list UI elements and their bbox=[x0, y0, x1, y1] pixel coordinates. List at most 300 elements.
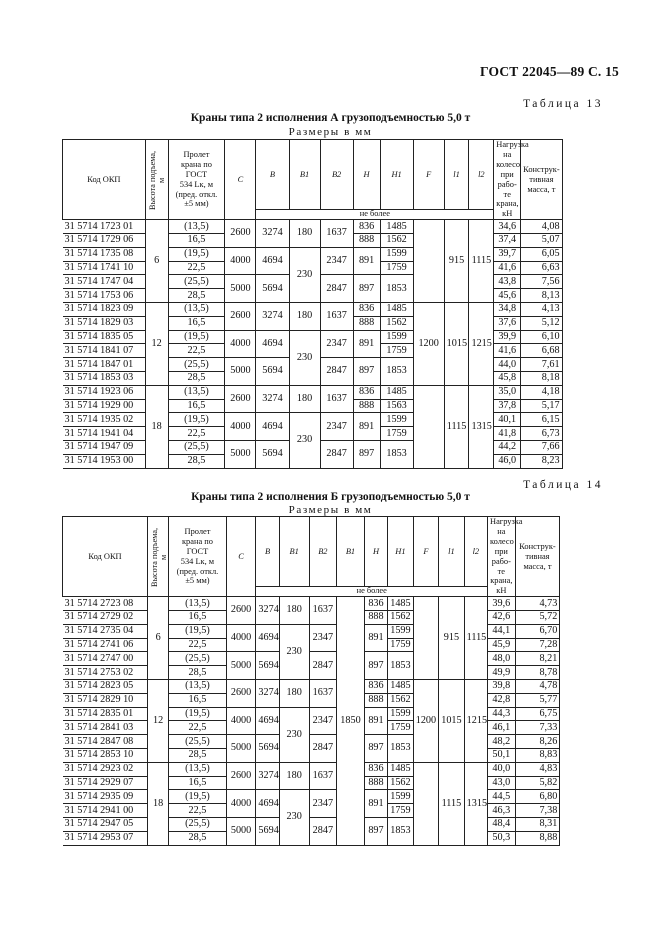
dim-H: 888 bbox=[364, 776, 387, 790]
dim-B1: 230 bbox=[289, 413, 320, 468]
crane-span: 22,5 bbox=[168, 427, 225, 441]
load-header-line: Нагрузка bbox=[496, 140, 529, 149]
table-14-subtitle: Размеры в мм bbox=[288, 504, 373, 516]
dim-H1: 1562 bbox=[380, 234, 413, 248]
wheel-load: 44,2 bbox=[494, 441, 521, 455]
mass-header-line: Конструк- bbox=[519, 541, 556, 551]
lift-height: 18 bbox=[145, 385, 168, 468]
dim-H1: 1562 bbox=[388, 776, 414, 790]
col-B2-header bbox=[320, 140, 353, 210]
dim-B2: 1637 bbox=[320, 385, 353, 413]
dim-B3: 1850 bbox=[337, 597, 365, 845]
okp-code: 31 5714 2841 03 bbox=[63, 721, 148, 735]
col-B-header bbox=[256, 517, 279, 587]
dim-H: 897 bbox=[364, 818, 387, 846]
col-l2-header bbox=[469, 140, 494, 210]
span-header-line: 534 Lк, м bbox=[180, 556, 215, 566]
wheel-load: 37,4 bbox=[494, 234, 521, 248]
dim-C: 2600 bbox=[226, 597, 256, 625]
H-header: H bbox=[372, 546, 379, 556]
table-13-title: Краны типа 2 исполнения А грузоподъемностью 5,0 т bbox=[190, 112, 471, 124]
dim-H: 891 bbox=[364, 624, 387, 652]
dim-C: 4000 bbox=[226, 707, 256, 735]
dim-H1: 1853 bbox=[380, 275, 413, 303]
okp-code: 31 5714 2853 10 bbox=[63, 749, 148, 763]
crane-span: (25,5) bbox=[168, 358, 225, 372]
crane-span: 16,5 bbox=[169, 693, 226, 707]
span-header-line: (пред. откл. bbox=[176, 566, 219, 576]
load-header-line: при рабо- bbox=[497, 169, 517, 189]
col-H1-header bbox=[388, 517, 414, 587]
table-row bbox=[63, 303, 604, 317]
col-l1-header bbox=[439, 517, 465, 587]
dim-H: 897 bbox=[364, 735, 387, 763]
span-header-line: ±5 мм) bbox=[184, 199, 209, 209]
crane-mass: 8,21 bbox=[515, 652, 560, 666]
dim-B1: 180 bbox=[289, 303, 320, 331]
crane-span: 28,5 bbox=[168, 454, 225, 468]
crane-mass: 4,78 bbox=[515, 680, 560, 694]
crane-mass: 7,33 bbox=[515, 721, 560, 735]
dim-H1: 1759 bbox=[380, 261, 413, 275]
okp-code: 31 5714 2935 09 bbox=[63, 790, 148, 804]
table-row bbox=[63, 358, 604, 372]
okp-code: 31 5714 1953 00 bbox=[63, 454, 146, 468]
crane-mass: 4,08 bbox=[521, 220, 562, 234]
crane-span: (25,5) bbox=[168, 275, 225, 289]
B1-header: B1 bbox=[289, 546, 299, 556]
dim-B1: 230 bbox=[289, 330, 320, 385]
okp-code: 31 5714 1841 07 bbox=[63, 344, 146, 358]
col-span-header bbox=[168, 140, 225, 220]
col-l2-header bbox=[464, 517, 487, 587]
crane-mass: 8,83 bbox=[515, 749, 560, 763]
dim-B2: 1637 bbox=[309, 762, 337, 790]
okp-code: 31 5714 1947 09 bbox=[63, 441, 146, 455]
dim-C: 4000 bbox=[226, 790, 256, 818]
dim-B1: 180 bbox=[289, 220, 320, 248]
crane-span: (13,5) bbox=[168, 303, 225, 317]
crane-mass: 8,78 bbox=[515, 666, 560, 680]
dim-H: 836 bbox=[353, 303, 380, 317]
dim-F: 1200 bbox=[413, 303, 444, 386]
l1-header: l1 bbox=[453, 169, 460, 179]
dim-B2: 1637 bbox=[320, 220, 353, 248]
mass-header-line: Конструк- bbox=[523, 164, 560, 174]
dim-l2: 1215 bbox=[464, 680, 487, 763]
dim-H: 891 bbox=[353, 247, 380, 275]
dim-H: 891 bbox=[353, 330, 380, 358]
wheel-load: 37,8 bbox=[494, 399, 521, 413]
H-header: H bbox=[363, 169, 370, 179]
wheel-load: 46,1 bbox=[488, 721, 516, 735]
wheel-load: 42,8 bbox=[488, 693, 516, 707]
dim-F bbox=[413, 762, 439, 845]
dim-B: 4694 bbox=[256, 413, 289, 441]
crane-span: 16,5 bbox=[168, 316, 225, 330]
H1-header: H1 bbox=[391, 169, 402, 179]
load-header-line: те крана, bbox=[490, 566, 513, 586]
height-header-text: Высота подъема, м bbox=[147, 150, 166, 210]
col-H1-header bbox=[380, 140, 413, 210]
dim-C: 5000 bbox=[226, 652, 256, 680]
dim-H1: 1562 bbox=[388, 693, 414, 707]
okp-code: 31 5714 2723 08 bbox=[63, 597, 148, 611]
code-header-text: Код ОКП bbox=[87, 174, 121, 184]
dim-H: 891 bbox=[364, 790, 387, 818]
wheel-load: 49,9 bbox=[488, 666, 516, 680]
crane-span: (25,5) bbox=[169, 652, 226, 666]
crane-mass: 5,12 bbox=[521, 316, 562, 330]
mass-header-line: тивная bbox=[529, 174, 554, 184]
crane-mass: 4,73 bbox=[515, 597, 560, 611]
table-row bbox=[63, 680, 604, 694]
dim-H1: 1562 bbox=[380, 316, 413, 330]
crane-span: 16,5 bbox=[168, 234, 225, 248]
dim-F bbox=[413, 220, 444, 303]
okp-code: 31 5714 2947 05 bbox=[63, 818, 148, 832]
dim-H: 836 bbox=[353, 385, 380, 399]
table-13 bbox=[62, 139, 604, 469]
crane-mass: 6,05 bbox=[521, 247, 562, 261]
dim-l2: 1315 bbox=[469, 385, 494, 468]
okp-code: 31 5714 1747 04 bbox=[63, 275, 146, 289]
table-row bbox=[63, 275, 604, 289]
wheel-load: 44,5 bbox=[488, 790, 516, 804]
not-more-cell bbox=[256, 587, 488, 597]
table-13-subtitle: Размеры в мм bbox=[288, 126, 373, 138]
crane-span: 28,5 bbox=[168, 372, 225, 386]
load-header-line: на колесо bbox=[496, 149, 521, 169]
dim-H: 888 bbox=[353, 399, 380, 413]
wheel-load: 43,8 bbox=[494, 275, 521, 289]
dim-B: 4694 bbox=[256, 707, 279, 735]
dim-H1: 1759 bbox=[388, 721, 414, 735]
B2-header: B2 bbox=[331, 169, 342, 179]
crane-span: 16,5 bbox=[169, 611, 226, 625]
dim-B: 5694 bbox=[256, 818, 279, 846]
dim-C: 5000 bbox=[226, 818, 256, 846]
dim-l1: 1115 bbox=[439, 762, 465, 845]
crane-mass: 8,26 bbox=[515, 735, 560, 749]
load-header-line: при рабо- bbox=[491, 546, 511, 566]
wheel-load: 44,3 bbox=[488, 707, 516, 721]
wheel-load: 46,3 bbox=[488, 804, 516, 818]
dim-B: 3274 bbox=[256, 597, 279, 625]
dim-H1: 1599 bbox=[388, 624, 414, 638]
crane-span: 22,5 bbox=[169, 638, 226, 652]
dim-B: 3274 bbox=[256, 385, 289, 413]
B-header: B bbox=[265, 546, 271, 556]
header-row bbox=[63, 517, 604, 587]
dim-l1: 1015 bbox=[444, 303, 469, 386]
crane-span: (19,5) bbox=[168, 247, 225, 261]
dim-B2: 2347 bbox=[309, 707, 337, 735]
table-row bbox=[63, 624, 604, 638]
crane-span: (13,5) bbox=[169, 597, 226, 611]
dim-C: 4000 bbox=[225, 413, 256, 441]
crane-span: 22,5 bbox=[169, 804, 226, 818]
crane-span: 28,5 bbox=[169, 831, 226, 845]
dim-H1: 1853 bbox=[388, 652, 414, 680]
okp-code: 31 5714 2729 02 bbox=[63, 611, 148, 625]
dim-H1: 1599 bbox=[388, 790, 414, 804]
col-l1-header bbox=[444, 140, 469, 210]
dim-C: 2600 bbox=[225, 303, 256, 331]
mass-header-line: масса, т bbox=[527, 184, 556, 194]
crane-span: (13,5) bbox=[168, 385, 225, 399]
col-mass-header bbox=[521, 140, 562, 220]
dim-H: 888 bbox=[364, 693, 387, 707]
dim-H1: 1759 bbox=[380, 344, 413, 358]
okp-code: 31 5714 2741 06 bbox=[63, 638, 148, 652]
col-height-header bbox=[145, 140, 168, 220]
dim-B2: 2847 bbox=[309, 735, 337, 763]
wheel-load: 39,8 bbox=[488, 680, 516, 694]
C-header: C bbox=[237, 174, 244, 184]
page-header: ГОСТ 22045—89 С. 15 bbox=[480, 64, 619, 79]
dim-H1: 1759 bbox=[388, 804, 414, 818]
dim-H1: 1562 bbox=[388, 611, 414, 625]
crane-mass: 4,83 bbox=[515, 762, 560, 776]
okp-code: 31 5714 2923 02 bbox=[63, 762, 148, 776]
dim-H: 897 bbox=[353, 441, 380, 469]
crane-mass: 7,61 bbox=[521, 358, 562, 372]
lift-height: 6 bbox=[148, 597, 169, 680]
okp-code: 31 5714 2747 00 bbox=[63, 652, 148, 666]
B2-header: B2 bbox=[318, 546, 328, 556]
col-C-header bbox=[225, 140, 256, 220]
span-header-line: ГОСТ bbox=[186, 546, 209, 556]
dim-B2: 2347 bbox=[309, 790, 337, 818]
crane-mass: 6,10 bbox=[521, 330, 562, 344]
dim-B: 3274 bbox=[256, 680, 279, 708]
dim-C: 2600 bbox=[225, 385, 256, 413]
dim-H1: 1599 bbox=[380, 330, 413, 344]
l1-header: l1 bbox=[448, 546, 455, 556]
crane-span: 28,5 bbox=[169, 749, 226, 763]
dim-l2: 1215 bbox=[469, 303, 494, 386]
wheel-load: 45,6 bbox=[494, 289, 521, 303]
crane-span: 28,5 bbox=[169, 666, 226, 680]
crane-mass: 6,73 bbox=[521, 427, 562, 441]
wheel-load: 34,8 bbox=[494, 303, 521, 317]
wheel-load: 35,0 bbox=[494, 385, 521, 399]
crane-span: 28,5 bbox=[168, 289, 225, 303]
dim-C: 4000 bbox=[226, 624, 256, 652]
wheel-load: 39,7 bbox=[494, 247, 521, 261]
dim-H1: 1759 bbox=[380, 427, 413, 441]
table-row bbox=[63, 413, 604, 427]
dim-B2: 2347 bbox=[320, 330, 353, 358]
col-code-header bbox=[63, 517, 148, 597]
crane-mass: 6,15 bbox=[521, 413, 562, 427]
crane-mass: 6,70 bbox=[515, 624, 560, 638]
lift-height: 12 bbox=[145, 303, 168, 386]
dim-H1: 1853 bbox=[388, 818, 414, 846]
crane-mass: 6,80 bbox=[515, 790, 560, 804]
wheel-load: 41,8 bbox=[494, 427, 521, 441]
okp-code: 31 5714 2953 07 bbox=[63, 831, 148, 845]
dim-B: 3274 bbox=[256, 762, 279, 790]
crane-span: (19,5) bbox=[169, 624, 226, 638]
load-header-line: кН bbox=[496, 586, 507, 596]
dim-H1: 1599 bbox=[380, 247, 413, 261]
dim-H: 836 bbox=[353, 220, 380, 234]
wheel-load: 44,0 bbox=[494, 358, 521, 372]
okp-code: 31 5714 1735 08 bbox=[63, 247, 146, 261]
dim-H1: 1563 bbox=[380, 399, 413, 413]
okp-code: 31 5714 2735 04 bbox=[63, 624, 148, 638]
dim-H1: 1853 bbox=[388, 735, 414, 763]
dim-B2: 2847 bbox=[320, 358, 353, 386]
wheel-load: 45,9 bbox=[488, 638, 516, 652]
lift-height: 18 bbox=[148, 762, 169, 845]
crane-mass: 4,13 bbox=[521, 303, 562, 317]
wheel-load: 34,6 bbox=[494, 220, 521, 234]
table-row bbox=[63, 597, 604, 611]
lift-height: 6 bbox=[145, 220, 168, 303]
l2-header: l2 bbox=[472, 546, 480, 556]
wheel-load: 50,3 bbox=[488, 831, 516, 845]
load-header-line: на колесо bbox=[490, 526, 514, 546]
crane-span: (13,5) bbox=[169, 762, 226, 776]
okp-code: 31 5714 1853 03 bbox=[63, 372, 146, 386]
col-code-header bbox=[63, 140, 146, 220]
crane-span: (13,5) bbox=[168, 220, 225, 234]
crane-span: (25,5) bbox=[168, 441, 225, 455]
wheel-load: 40,0 bbox=[488, 762, 516, 776]
header-row bbox=[63, 140, 604, 210]
H1-header: H1 bbox=[395, 546, 406, 556]
dim-B1: 180 bbox=[289, 385, 320, 413]
dim-H: 836 bbox=[364, 762, 387, 776]
l2-header: l2 bbox=[478, 169, 485, 179]
col-F-header bbox=[413, 517, 439, 587]
F-header: F bbox=[426, 169, 432, 179]
okp-code: 31 5714 1935 02 bbox=[63, 413, 146, 427]
dim-B2: 2347 bbox=[309, 624, 337, 652]
B1-header: B1 bbox=[299, 169, 310, 179]
mass-header-line: тивная bbox=[525, 551, 550, 561]
col-mass-header bbox=[515, 517, 560, 597]
dim-l1: 915 bbox=[439, 597, 465, 680]
lift-height: 12 bbox=[148, 680, 169, 763]
table-row bbox=[63, 330, 604, 344]
wheel-load: 44,1 bbox=[488, 624, 516, 638]
okp-code: 31 5714 2829 10 bbox=[63, 693, 148, 707]
dim-l2: 1115 bbox=[469, 220, 494, 303]
load-header-line: кН bbox=[502, 209, 513, 219]
okp-code: 31 5714 1847 01 bbox=[63, 358, 146, 372]
dim-C: 4000 bbox=[225, 247, 256, 275]
crane-span: 16,5 bbox=[168, 399, 225, 413]
wheel-load: 45,8 bbox=[494, 372, 521, 386]
dim-B: 5694 bbox=[256, 275, 289, 303]
col-span-header bbox=[169, 517, 226, 597]
wheel-load: 48,0 bbox=[488, 652, 516, 666]
wheel-load: 46,0 bbox=[494, 454, 521, 468]
dim-H: 888 bbox=[353, 316, 380, 330]
dim-l2: 1115 bbox=[464, 597, 487, 680]
dim-H1: 1599 bbox=[388, 707, 414, 721]
dim-B1: 230 bbox=[279, 790, 309, 845]
dim-C: 5000 bbox=[225, 441, 256, 469]
dim-B1: 180 bbox=[279, 680, 309, 708]
dim-B1: 180 bbox=[279, 762, 309, 790]
crane-span: 16,5 bbox=[169, 776, 226, 790]
wheel-load: 43,0 bbox=[488, 776, 516, 790]
dim-H: 891 bbox=[353, 413, 380, 441]
not-more-text: не более bbox=[356, 586, 387, 596]
crane-mass: 8,31 bbox=[515, 818, 560, 832]
okp-code: 31 5714 1823 09 bbox=[63, 303, 146, 317]
col-B2-header bbox=[309, 517, 337, 587]
crane-span: 22,5 bbox=[168, 344, 225, 358]
dim-l2: 1315 bbox=[464, 762, 487, 845]
dim-H1: 1485 bbox=[388, 597, 414, 611]
dim-H: 897 bbox=[364, 652, 387, 680]
dim-C: 2600 bbox=[226, 680, 256, 708]
wheel-load: 42,6 bbox=[488, 611, 516, 625]
dim-F: 1200 bbox=[413, 680, 439, 763]
col-load-header bbox=[494, 140, 529, 220]
table-row bbox=[63, 762, 604, 776]
dim-B: 4694 bbox=[256, 790, 279, 818]
crane-span: 22,5 bbox=[169, 721, 226, 735]
col-B1-header bbox=[279, 517, 309, 587]
dim-B2: 1637 bbox=[320, 303, 353, 331]
dim-H1: 1485 bbox=[380, 220, 413, 234]
span-header-line: крана по bbox=[180, 159, 212, 169]
span-header-line: ГОСТ bbox=[185, 169, 208, 179]
crane-mass: 5,82 bbox=[515, 776, 560, 790]
okp-code: 31 5714 1723 01 bbox=[63, 220, 146, 234]
okp-code: 31 5714 2753 02 bbox=[63, 666, 148, 680]
table-row bbox=[63, 441, 604, 455]
dim-H1: 1759 bbox=[388, 638, 414, 652]
table-row bbox=[63, 385, 604, 399]
table-13-label: Таблица 13 bbox=[523, 98, 603, 110]
table-14-title: Краны типа 2 исполнения Б грузоподъемностью 5,0 т bbox=[191, 491, 470, 503]
dim-B: 5694 bbox=[256, 358, 289, 386]
dim-l1: 915 bbox=[444, 220, 469, 303]
B-header: B bbox=[269, 169, 276, 179]
dim-B: 4694 bbox=[256, 330, 289, 358]
table-row bbox=[63, 818, 604, 832]
table-row bbox=[63, 790, 604, 804]
dim-H1: 1485 bbox=[380, 303, 413, 317]
dim-B2: 2347 bbox=[320, 247, 353, 275]
span-header-line: (пред. откл. bbox=[175, 189, 218, 199]
dim-H1: 1485 bbox=[388, 680, 414, 694]
okp-code: 31 5714 1829 03 bbox=[63, 316, 146, 330]
crane-mass: 5,17 bbox=[521, 399, 562, 413]
crane-mass: 6,75 bbox=[515, 707, 560, 721]
okp-code: 31 5714 2929 07 bbox=[63, 776, 148, 790]
okp-code: 31 5714 1941 04 bbox=[63, 427, 146, 441]
crane-span: (19,5) bbox=[169, 707, 226, 721]
table-row bbox=[63, 247, 604, 261]
dim-H: 836 bbox=[364, 597, 387, 611]
dim-H: 897 bbox=[353, 358, 380, 386]
dim-B2: 2847 bbox=[309, 818, 337, 846]
crane-span: (19,5) bbox=[168, 413, 225, 427]
wheel-load: 41,6 bbox=[494, 261, 521, 275]
dim-l1: 1115 bbox=[444, 385, 469, 468]
C-header: C bbox=[238, 551, 244, 561]
dim-H1: 1853 bbox=[380, 358, 413, 386]
